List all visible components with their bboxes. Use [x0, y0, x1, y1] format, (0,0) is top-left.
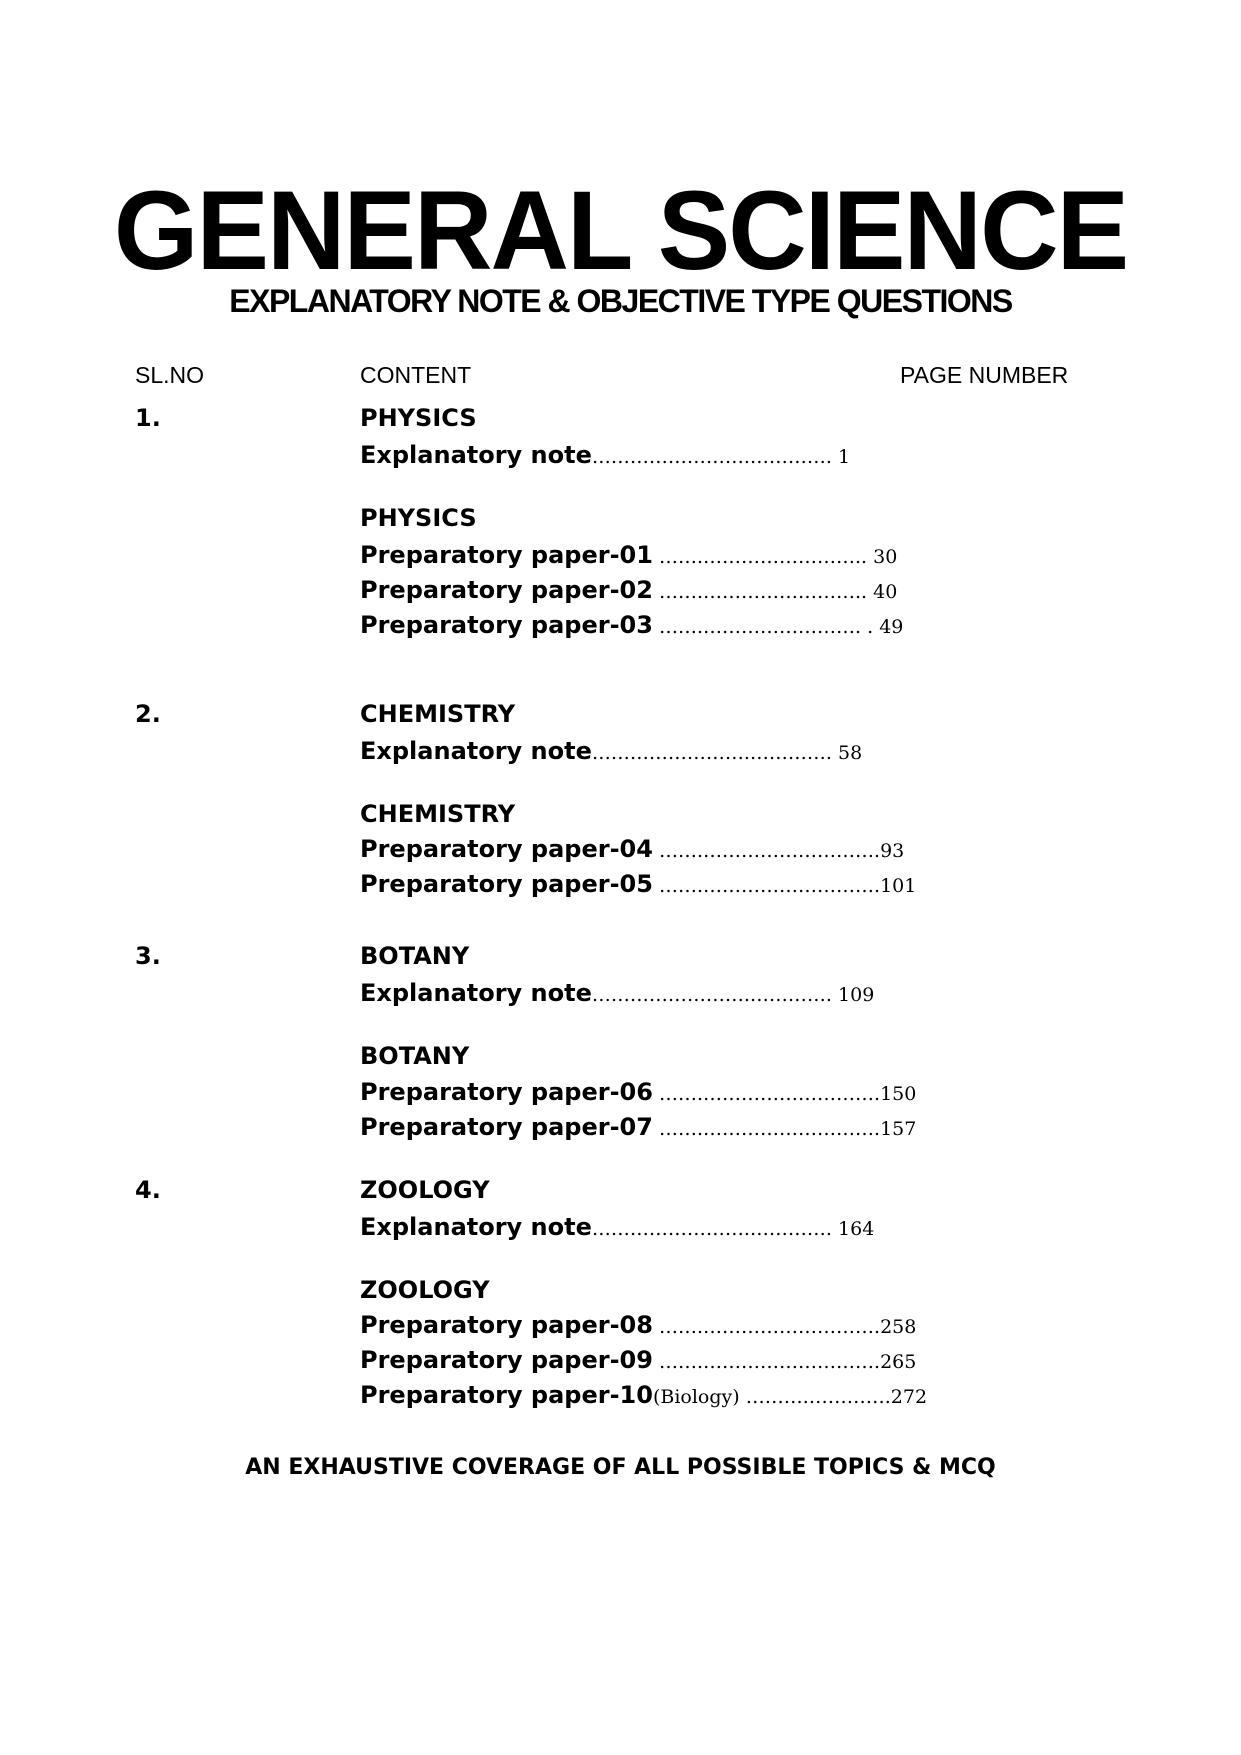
entry-label: Explanatory note — [360, 979, 592, 1007]
dot-leader: …….………………………. — [652, 875, 881, 897]
page-number: 272 — [890, 1386, 928, 1408]
section-heading: PHYSICS — [360, 404, 477, 432]
toc-entry — [360, 1345, 916, 1377]
toc-entry — [360, 834, 904, 866]
toc-entry — [360, 1380, 927, 1412]
entry-label: Explanatory note — [360, 441, 592, 469]
entry-label: Preparatory paper-06 — [360, 1078, 653, 1106]
toc-entry — [360, 1112, 916, 1144]
section-heading: CHEMISTRY — [360, 700, 516, 728]
toc-entry — [360, 575, 897, 607]
section-number: 4. — [135, 1176, 161, 1204]
section-heading: ZOOLOGY — [360, 1276, 490, 1304]
section-heading: CHEMISTRY — [360, 800, 516, 828]
page-number: 30 — [873, 546, 898, 568]
entry-label: Preparatory paper-10 — [360, 1381, 653, 1409]
toc-entry — [360, 736, 862, 768]
page-title: GENERAL SCIENCE — [113, 168, 1128, 293]
dot-leader: …………………….…………. — [591, 446, 839, 468]
page-subtitle: EXPLANATORY NOTE & OBJECTIVE TYPE QUESTIONS — [229, 283, 1012, 319]
page-number: 93 — [880, 840, 905, 862]
entry-label: Explanatory note — [360, 1213, 592, 1241]
entry-label: Explanatory note — [360, 737, 592, 765]
dot-leader: ……….…………. — [739, 1386, 891, 1408]
page-number: 49 — [879, 616, 904, 638]
entry-label: Preparatory paper-07 — [360, 1113, 653, 1141]
toc-entry — [360, 869, 916, 901]
page-number: 1 — [838, 446, 851, 468]
toc-entry — [360, 1310, 916, 1342]
section-number: 3. — [135, 942, 161, 970]
section-number: 1. — [135, 404, 161, 432]
dot-leader: …….………………………. — [652, 1316, 881, 1338]
section-number: 2. — [135, 700, 161, 728]
page-number: 40 — [873, 581, 898, 603]
toc-entry — [360, 978, 874, 1010]
dot-leader: …….…………………….. — [652, 546, 874, 568]
entry-label: Preparatory paper-02 — [360, 576, 653, 604]
section-heading: PHYSICS — [360, 504, 477, 532]
entry-label: Preparatory paper-01 — [360, 541, 653, 569]
entry-label: Preparatory paper-04 — [360, 835, 653, 863]
entry-label: Preparatory paper-03 — [360, 611, 653, 639]
entry-label: Preparatory paper-05 — [360, 870, 653, 898]
toc-entry — [360, 610, 903, 642]
column-header-content: CONTENT — [360, 362, 472, 388]
page-number: 164 — [838, 1218, 875, 1240]
dot-leader: …….………………………. — [652, 840, 881, 862]
page-number: 150 — [880, 1083, 917, 1105]
footer-tagline: AN EXHAUSTIVE COVERAGE OF ALL POSSIBLE TOPICS & MCQ — [245, 1455, 996, 1480]
toc-entry — [360, 1077, 916, 1109]
dot-leader: …….………………………. — [652, 1351, 881, 1373]
page-number: 101 — [880, 875, 917, 897]
page-number: 109 — [838, 984, 875, 1006]
entry-note: (Biology) — [652, 1386, 740, 1408]
toc-entry — [360, 440, 850, 472]
dot-leader: …………………….…………. — [591, 742, 839, 764]
dot-leader: …….………………………. — [652, 1118, 881, 1140]
page-number: 157 — [880, 1118, 917, 1140]
dot-leader: …….………………………. — [652, 1083, 881, 1105]
page-number: 265 — [880, 1351, 917, 1373]
dot-leader: …………………….…………. — [591, 1218, 839, 1240]
column-header-slno: SL.NO — [135, 362, 205, 388]
toc-entry — [360, 1212, 874, 1244]
page-number: 58 — [838, 742, 863, 764]
entry-label: Preparatory paper-09 — [360, 1346, 653, 1374]
column-header-page-number: PAGE NUMBER — [900, 362, 1069, 388]
section-heading: BOTANY — [360, 1042, 470, 1070]
dot-leader: …….……………………. . — [652, 616, 880, 638]
toc-entry — [360, 540, 897, 572]
section-heading: BOTANY — [360, 942, 470, 970]
dot-leader: …………………….…………. — [591, 984, 839, 1006]
dot-leader: …….…………………….. — [652, 581, 874, 603]
section-heading: ZOOLOGY — [360, 1176, 490, 1204]
page-number: 258 — [880, 1316, 917, 1338]
entry-label: Preparatory paper-08 — [360, 1311, 653, 1339]
